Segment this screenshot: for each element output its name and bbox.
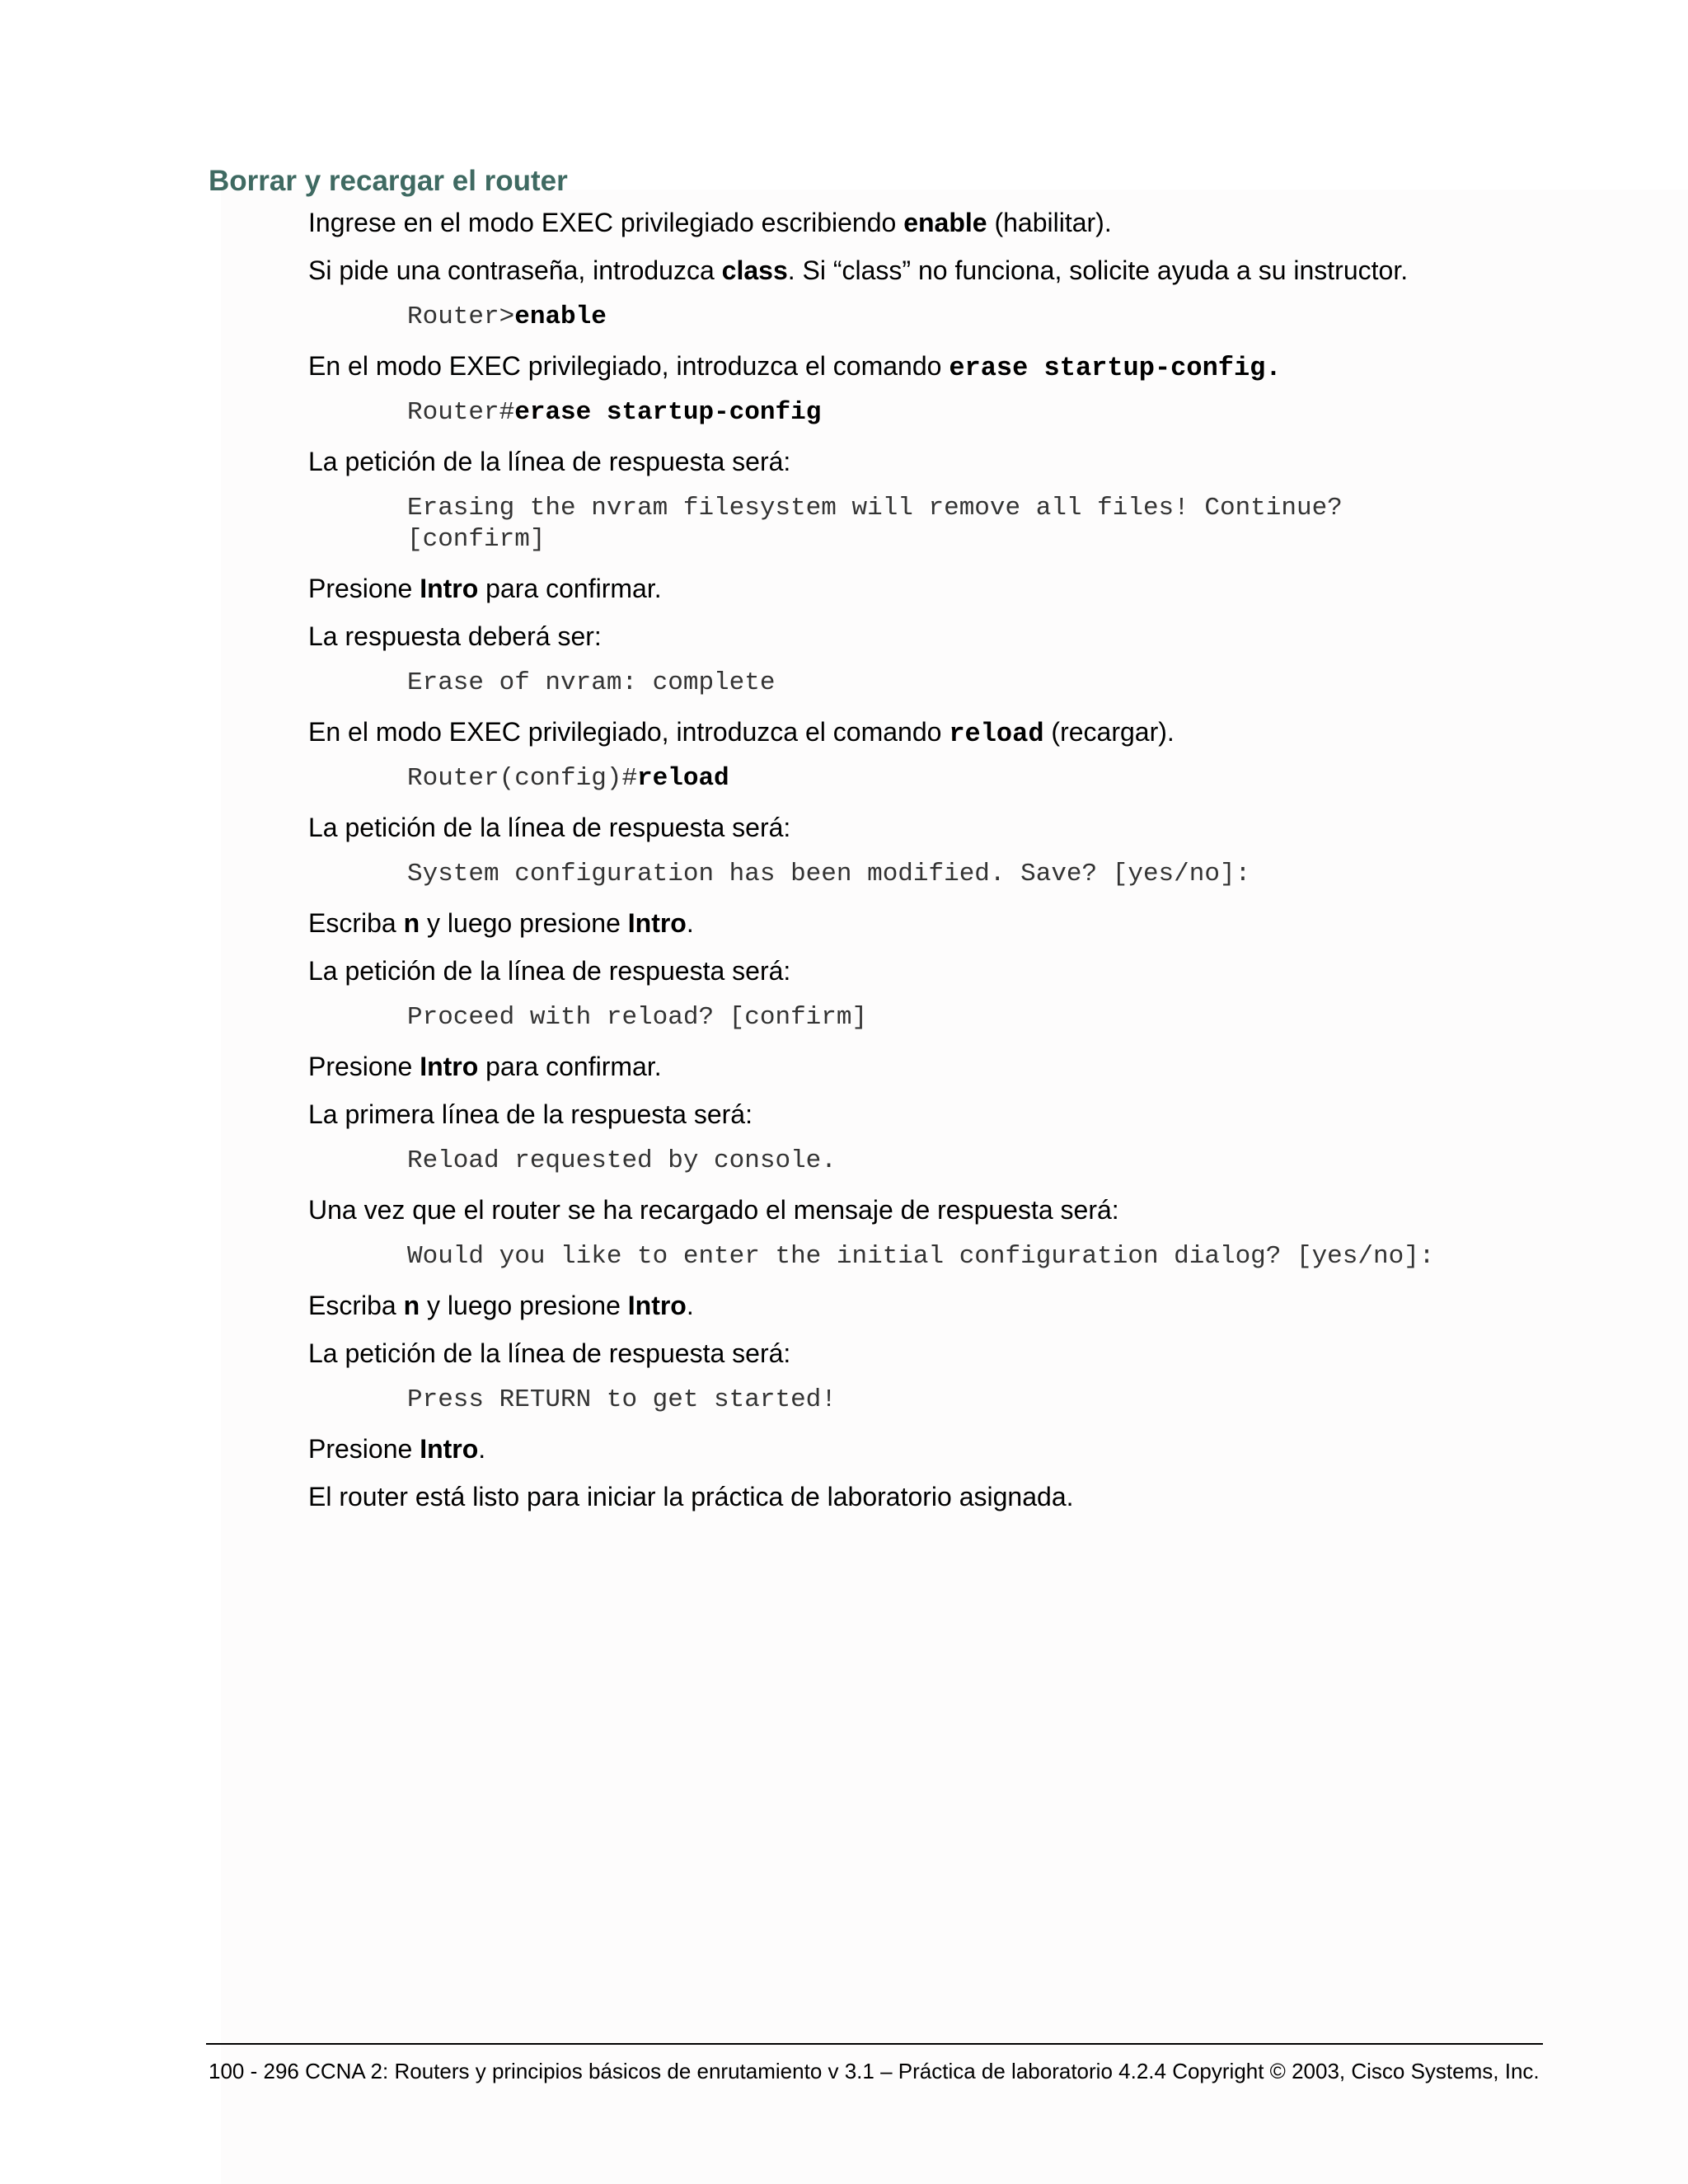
page-footer: 100 - 296 CCNA 2: Routers y principios básicos de enrutamiento v 3.1 – Práctica de laboratorio 4.2.4 Copyright © 2003, Cisco Systems, Inc. bbox=[209, 2059, 1540, 2083]
code-erase-complete: Erase of nvram: complete bbox=[407, 668, 776, 697]
code-router-reload: Router(config)#reload bbox=[407, 764, 729, 793]
instruction-prompt-response: La petición de la línea de respuesta será: bbox=[308, 1338, 791, 1368]
instruction-response-should-be: La respuesta deberá ser: bbox=[308, 621, 602, 651]
instruction-press-intro-final: Presione Intro. bbox=[308, 1434, 486, 1464]
instruction-reload: En el modo EXEC privilegiado, introduzca el comando reload (recargar). bbox=[308, 717, 1175, 749]
instruction-after-reload: Una vez que el router se ha recargado el mensaje de respuesta será: bbox=[308, 1195, 1119, 1225]
instruction-press-intro: Presione Intro para confirmar. bbox=[308, 1052, 662, 1081]
instruction-enable: Ingrese en el modo EXEC privilegiado escribiendo enable (habilitar). bbox=[308, 208, 1112, 237]
code-proceed-reload: Proceed with reload? [confirm] bbox=[407, 1003, 868, 1032]
instruction-prompt-response: La petición de la línea de respuesta será: bbox=[308, 813, 791, 842]
code-initial-config-dialog: Would you like to enter the initial configuration dialog? [yes/no]: bbox=[407, 1242, 1435, 1271]
code-erase-confirm: Erasing the nvram filesystem will remove all files! Continue? [confirm] bbox=[407, 494, 1343, 554]
code-reload-requested: Reload requested by console. bbox=[407, 1146, 837, 1175]
instruction-press-intro: Presione Intro para confirmar. bbox=[308, 574, 662, 603]
instruction-first-line: La primera línea de la respuesta será: bbox=[308, 1099, 753, 1129]
code-save-prompt: System configuration has been modified. Save? [yes/no]: bbox=[407, 860, 1251, 888]
instruction-prompt-response: La petición de la línea de respuesta será: bbox=[308, 447, 791, 476]
instruction-router-ready: El router está listo para iniciar la práctica de laboratorio asignada. bbox=[308, 1482, 1074, 1511]
instruction-type-n: Escriba n y luego presione Intro. bbox=[308, 908, 694, 938]
code-router-enable: Router>enable bbox=[407, 302, 607, 331]
instruction-password: Si pide una contraseña, introduzca class. Si “class” no funciona, solicite ayuda a su instructor. bbox=[308, 255, 1409, 285]
instruction-erase: En el modo EXEC privilegiado, introduzca el comando erase startup-config. bbox=[308, 351, 1282, 383]
footer-divider bbox=[206, 2043, 1543, 2045]
instruction-prompt-response: La petición de la línea de respuesta será: bbox=[308, 956, 791, 986]
instruction-type-n: Escriba n y luego presione Intro. bbox=[308, 1291, 694, 1320]
code-press-return: Press RETURN to get started! bbox=[407, 1385, 837, 1414]
section-heading: Borrar y recargar el router bbox=[209, 165, 568, 197]
instructions-body bbox=[308, 206, 1611, 1528]
code-erase-startup-config: Router#erase startup-config bbox=[407, 398, 822, 427]
